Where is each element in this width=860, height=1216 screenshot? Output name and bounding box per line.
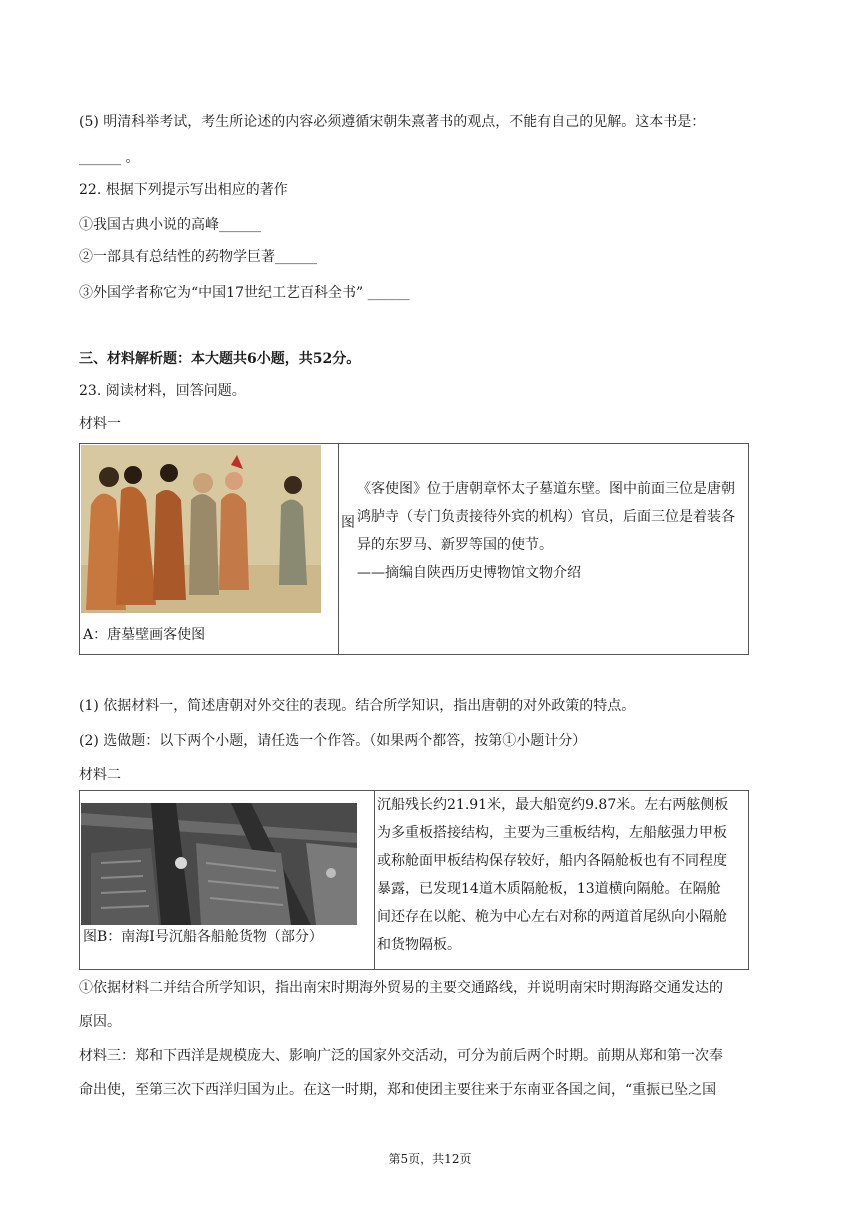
- material1-side-cell: [339, 444, 358, 655]
- q22-item-1: ①我国古典小说的高峰______: [79, 217, 261, 233]
- q22-item-2: ②一部具有总结性的药物学巨著______: [79, 249, 317, 265]
- material1-side-char: 图: [341, 515, 355, 531]
- material2-text-line-4: 暴露，已发现14道木质隔舱板，13道横向隔舱。在隔舱: [377, 881, 721, 897]
- material3-line2: 命出使，至第三次下西洋归国为止。在这一时期，郑和使团主要往来于东南亚各国之间，“重振已坠之国: [79, 1082, 717, 1098]
- tang-mural-image: [81, 445, 321, 613]
- material1-text-line-3: 异的东罗马、新罗等国的使节。: [357, 537, 553, 553]
- material1-image-caption: A：唐墓壁画客使图: [83, 627, 206, 643]
- q23-option-a-line2: 原因。: [79, 1014, 121, 1030]
- material2-label: 材料二: [79, 767, 121, 783]
- q23-option-a-line1: ①依据材料二并结合所学知识，指出南宋时期海外贸易的主要交通路线，并说明南宋时期海路交通发达的: [79, 980, 723, 996]
- material1-text-line-1: 《客使图》位于唐朝章怀太子墓道东壁。图中前面三位是唐朝: [357, 481, 735, 497]
- section3-heading: 三、材料解析题：本大题共6小题，共52分。: [79, 351, 361, 367]
- q23-sub1: (1) 依据材料一，简述唐朝对外交往的表现。结合所学知识，指出唐朝的对外政策的特点。: [79, 698, 636, 714]
- material1-text-line-2: 鸿胪寺（专门负责接待外宾的机构）官员，后面三位是着装各: [357, 509, 735, 525]
- q23-sub2: (2) 选做题：以下两个小题，请任选一个作答。（如果两个都答，按第①小题计分）: [79, 733, 587, 749]
- material1-text-cell: [357, 444, 749, 655]
- material3-line1: 材料三：郑和下西洋是规模庞大、影响广泛的国家外交活动，可分为前后两个时期。前期从郑和第一次奉: [79, 1048, 723, 1064]
- material2-image-cell: [80, 791, 375, 970]
- page-footer: 第5页，共12页: [388, 1152, 472, 1166]
- material2-text-line-6: 和货物隔板。: [377, 937, 461, 953]
- material2-text-cell: [375, 791, 749, 970]
- material2-text-line-5: 间还存在以舵、桅为中心左右对称的两道首尾纵向小隔舱: [377, 909, 727, 925]
- material1-table: [79, 443, 749, 655]
- material1-source: ——摘编自陕西历史博物馆文物介绍: [357, 565, 581, 581]
- q21-5-line2: ______ 。: [79, 150, 140, 166]
- q22-title: 22. 根据下列提示写出相应的著作: [79, 182, 288, 198]
- q23-intro: 23. 阅读材料，回答问题。: [79, 383, 246, 399]
- material2-table: [79, 790, 749, 970]
- material1-label: 材料一: [79, 416, 121, 432]
- q21-5-line1: (5) 明清科举考试，考生所论述的内容必须遵循宋朝朱熹著书的观点，不能有自己的见解。这本书是：: [79, 114, 706, 130]
- material1-image-cell: [80, 444, 339, 655]
- material2-text-line-3: 或称舱面甲板结构保存较好，船内各隔舱板也有不同程度: [377, 853, 727, 869]
- ship-cargo-image: [81, 803, 357, 925]
- material2-text-line-2: 为多重板搭接结构，主要为三重板结构，左船舷强力甲板: [377, 825, 727, 841]
- material2-image-caption: 图B：南海Ⅰ号沉船各船舱货物（部分）: [83, 929, 323, 945]
- q22-item-3: ③外国学者称它为“中国17世纪工艺百科全书” ______: [79, 285, 410, 301]
- material2-text-line-1: 沉船残长约21.91米，最大船宽约9.87米。左右两舷侧板: [377, 797, 729, 813]
